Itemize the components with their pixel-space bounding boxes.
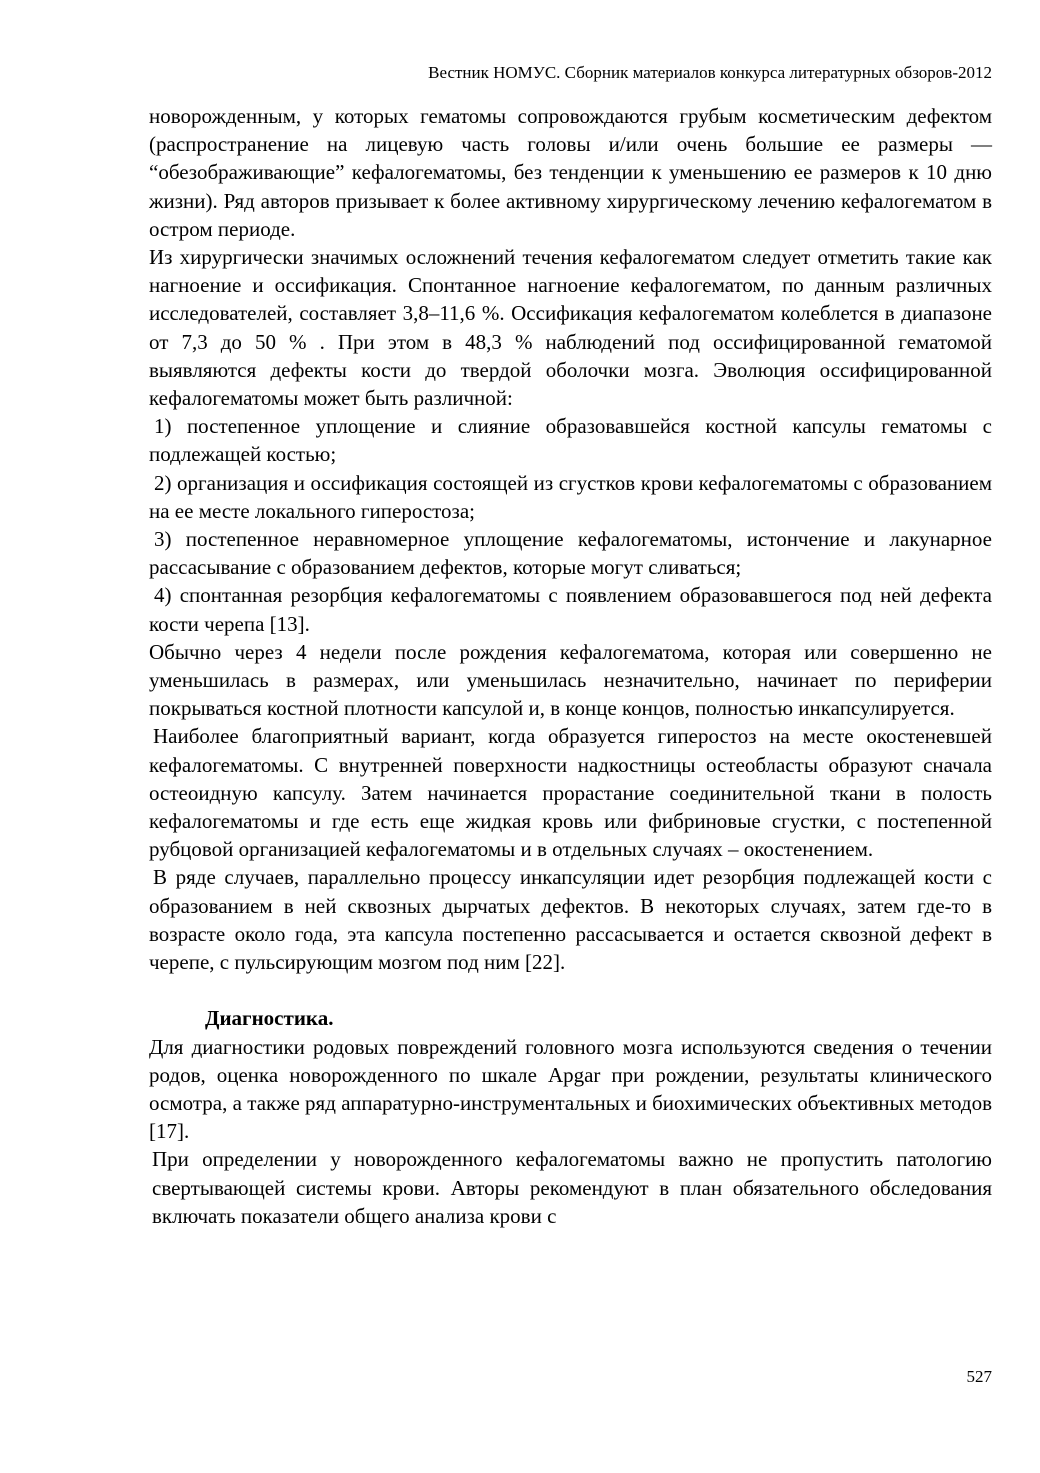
paragraph: новорожденным, у которых гематомы сопровождаются грубым косметическим дефектом (распространение на лицевую часть головы и/или очень большие ее размеры — “обезображивающие” кефалогематомы, без тенденции к уменьшению ее размеров к 10 дню жизни). Ряд авторов призывает к более активному хирургическому лечению кефалогематом в остром периоде. <box>149 104 992 241</box>
paragraph: Обычно через 4 недели после рождения кефалогематома, которая или совершенно не уменьшилась в размерах, или уменьшилась незначительно, начинает по периферии покрываться костной плотности капсулой и, в конце концов, полностью инкапсулируется. <box>149 639 992 721</box>
body-text <box>149 102 992 1230</box>
section-spacer <box>149 976 992 1004</box>
paragraph: Из хирургически значимых осложнений течения кефалогематом следует отметить такие как нагноение и оссификация. Спонтанное нагноение кефалогематом, по данным различных исследователей, составляет 3,8–11,6 %. Оссификация кефалогематом колеблется в диапазоне от 7,3 до 50 % . При этом в 48,3 % наблюдений под оссифицированной гематомой выявляются дефекты кости до твердой оболочки мозга. Эволюция оссифицированной кефалогематомы может быть различной: <box>149 245 992 411</box>
page-number: 527 <box>966 1367 992 1386</box>
list-item: 1) постепенное уплощение и слияние образовавшейся костной капсулы гематомы с подлежащей костью; <box>149 414 992 467</box>
paragraph: В ряде случаев, параллельно процессу инкапсуляции идет резорбция подлежащей кости с образованием в ней сквозных дырчатых дефектов. В некоторых случаях, затем где-то в возрасте около года, эта капсула постепенно рассасывается и остается сквозной дефект в черепе, с пульсирующим мозгом под ним [22]. <box>149 865 992 975</box>
list-item: 4) спонтанная резорбция кефалогематомы с появлением образовавшегося под ней дефекта кости черепа [13]. <box>149 583 992 636</box>
paragraph: Для диагностики родовых повреждений головного мозга используются сведения о течении родов, оценка новорожденного по шкале Apgar при рождении, результаты клинического осмотра, а также ряд аппаратурно-инструментальных и биохимических объективных методов [17]. <box>149 1034 992 1144</box>
running-header: Вестник НОМУС. Сборник материалов конкурса литературных обзоров-2012 <box>428 63 992 82</box>
paragraph: При определении у новорожденного кефалогематомы важно не пропустить патологию свертывающей системы крови. Авторы рекомендуют в план обязательного обследования включать показатели общего анализа крови с <box>152 1147 992 1228</box>
list-item: 2) организация и оссификация состоящей из сгустков крови кефалогематомы с образованием на ее месте локального гиперостоза; <box>149 470 992 523</box>
paragraph: Наиболее благоприятный вариант, когда образуется гиперостоз на месте окостеневшей кефалогематомы. С внутренней поверхности надкостницы остеобласты образуют сначала остеоидную капсулу. Затем начинается прорастание соединительной ткани в полость кефалогематомы и где есть еще жидкая кровь или фибриновые сгустки, с постепенной рубцовой организацией кефалогематомы и в отдельных случаях – окостенением. <box>149 724 992 862</box>
section-heading: Диагностика. <box>205 1006 334 1031</box>
list-item: 3) постепенное неравномерное уплощение кефалогематомы, истончение и лакунарное рассасывание с образованием дефектов, которые могут сливаться; <box>149 527 992 580</box>
